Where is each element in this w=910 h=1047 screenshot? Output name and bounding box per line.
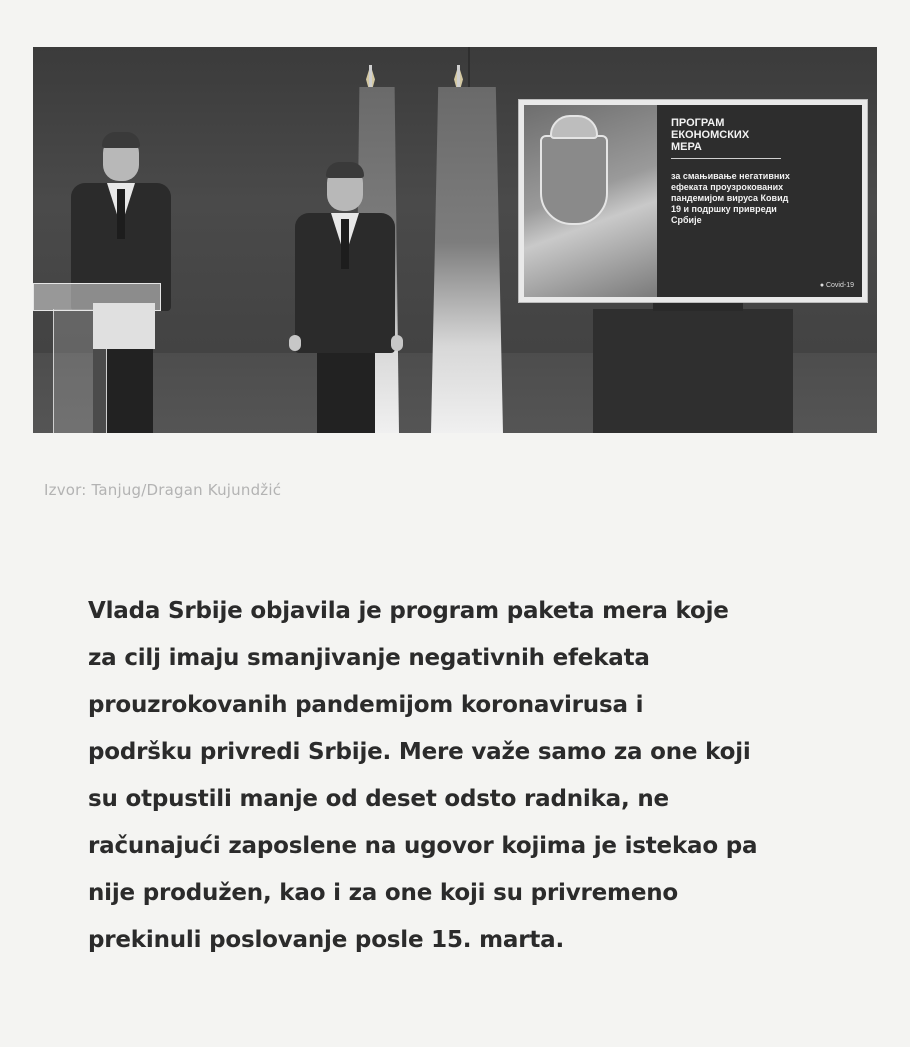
article-line: prouzrokovanih pandemijom koronavirusa i: [88, 692, 644, 718]
press-conference-photo: [33, 47, 877, 433]
screen-title: ПРОГРАМ ЕКОНОМСКИХ МЕРА: [671, 117, 781, 159]
screen-logo: ● Covid-19: [819, 282, 854, 289]
article-line: za cilj imaju smanjivanje negativnih efekata: [88, 645, 650, 671]
article-paragraph: [88, 588, 898, 964]
presentation-screen: [518, 99, 868, 303]
article-line: prekinuli poslovanje posle 15. marta.: [88, 927, 565, 953]
screen-flag-image: [524, 105, 657, 297]
tv-cabinet: [593, 309, 793, 433]
screen-subtitle: за смањивање негативних ефеката проузрокованих пандемијом вируса Ковид 19 и подршку привреди Србије: [671, 171, 790, 225]
article-line: nije produžen, kao i za one koji su privremeno: [88, 880, 679, 906]
coat-of-arms-icon: [540, 135, 608, 225]
article-line: Vlada Srbije objavila je program paketa mera koje: [88, 598, 729, 624]
photo-credit: Izvor: Tanjug/Dragan Kujundžić: [44, 481, 282, 499]
article-line: računajući zaposlene na ugovor kojima je istekao pa: [88, 833, 758, 859]
serbian-flag-right: [431, 87, 503, 433]
article-line: su otpustili manje od deset odsto radnika, ne: [88, 786, 669, 812]
article-line: podršku privredi Srbije. Mere važe samo za one koji: [88, 739, 751, 765]
lectern: [33, 283, 159, 433]
